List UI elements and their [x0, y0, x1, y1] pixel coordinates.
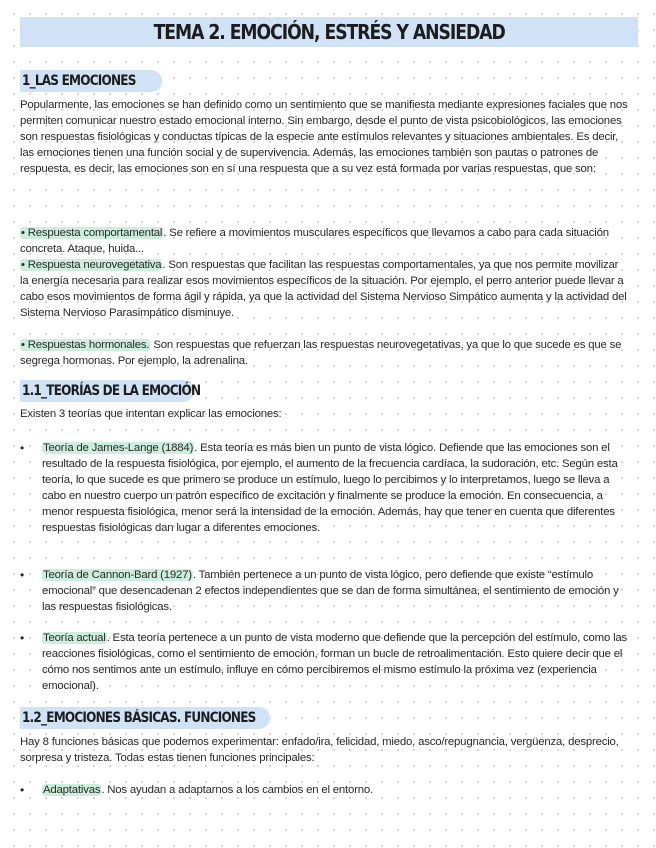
section-heading-emociones-basicas	[20, 707, 270, 729]
item-text: . Nos ayudan a adaptarnos a los cambios en el entorno.	[101, 784, 373, 796]
paragraph-intro-emociones: Popularmente, las emociones se han definido como un sentimiento que se manifiesta mediante expresiones faciales que nos permiten comunicar nuestro estado emocional interno. Sin embargo, desde el punto de vista psicobiológicos, las emociones son respuestas fisiológicas y conductas típicas de la especie ante estímulos relevantes y situaciones ambientales. Es decir, las emociones tienen una función social y de supervivencia. Además, las emociones también son pautas o patrones de respuesta, es decir, las emociones son en sí una respuesta que a su vez está formada por varias respuestas, que son:	[20, 99, 628, 175]
item-text: . Esta teoría pertenece a un punto de vista moderno que defiende que la percepción del estímulo, como las reacciones fisiológicas, como el sentimiento de emoción, forman un bucle de retroalimentación. Esto quiere decir que el cómo nos sentimos ante un estímulo, influye en cómo percibiremos el mismo estímulo la próxima vez (experiencia emocional).	[42, 632, 628, 692]
section-heading-emociones	[20, 70, 162, 92]
section-heading-text: 1.1_TEORÍAS DE LA EMOCIÓN	[22, 383, 201, 399]
section-heading-text: 1_LAS EMOCIONES	[22, 73, 136, 89]
highlighted-term: Adaptativas	[43, 784, 101, 796]
highlighted-term: Teoría de Cannon-Bard (1927)	[43, 569, 192, 581]
section-heading-teorias	[20, 380, 201, 402]
item-text: . Esta teoría es más bien un punto de vista lógico. Defiende que las emociones son el resultado de la respuesta fisiológica, por ejemplo, el aumento de la frecuencia cardíaca, la sudoración, etc. Según esta teoría, lo que sucede es que primero se produce un estímulo, luego lo percibimos y lo interpretamos, luego se lleva a cabo en nuestro cuerpo un patrón específico de excitación y finalmente se produce la emoción. En consecuencia, a menor respuesta fisiológica, menor será la intensidad de la emoción. Además, hay que tener en cuenta que diferentes respuestas fisiológicas dan lugar a diferentes emociones.	[42, 442, 618, 534]
paragraph-intro-funciones: Hay 8 funciones básicas que podemos experimentar: enfado/ira, felicidad, miedo, asco/repugnancia, vergüenza, desprecio, sorpresa y tristeza. Todas estas tienen funciones principales:	[20, 736, 619, 764]
item-text: . También pertenece a un punto de vista lógico, pero defiende que existe “estímulo emocional” que desencadenan 2 efectos independientes que se dan de forma simultánea, el sentimiento de emoción y las respuestas fisiológicas.	[42, 569, 619, 613]
list-item	[42, 630, 632, 694]
list-item	[20, 337, 628, 369]
highlighted-term: • Respuesta neurovegetativa	[21, 259, 162, 271]
list-item	[20, 257, 628, 321]
list-item	[42, 782, 632, 798]
list-item	[42, 567, 632, 615]
list-item	[42, 440, 632, 536]
item-text: Son respuestas que refuerzan las respuestas neurovegetativas, ya que lo que sucede es que se segrega hormonas. Por ejemplo, la adrenalina.	[20, 339, 622, 367]
paragraph-intro-teorias: Existen 3 teorías que intentan explicar las emociones:	[20, 408, 282, 420]
item-text: . Se refiere a movimientos musculares específicos que llevamos a cabo para cada situación concreta. Ataque, huida...	[20, 227, 609, 255]
bullet: •	[20, 568, 25, 582]
title-banner	[20, 17, 638, 47]
highlighted-term: • Respuesta comportamental	[21, 227, 163, 239]
list-item	[20, 225, 628, 257]
bullet: •	[20, 631, 25, 645]
bullet: •	[20, 783, 25, 797]
page-title: TEMA 2. EMOCIÓN, ESTRÉS Y ANSIEDAD	[153, 20, 505, 44]
highlighted-term: • Respuestas hormonales.	[21, 339, 150, 351]
section-heading-text: 1.2_EMOCIONES BÁSICAS. FUNCIONES	[22, 710, 256, 726]
highlighted-term: Teoría de James-Lange (1884)	[43, 442, 194, 454]
bullet: •	[20, 441, 25, 455]
item-text: . Son respuestas que facilitan las respuestas comportamentales, ya que nos permite movilizar la energía necesaria para realizar esos movimientos específicos de la situación. Por ejemplo, el perro anterior puede llevar a cabo esos movimientos de forma ágil y rápida, ya que la actividad del Sistema Nervioso Simpático aumenta y la actividad del Sistema Nervioso Parasimpático disminuye.	[20, 259, 627, 319]
highlighted-term: Teoría actual	[43, 632, 106, 644]
